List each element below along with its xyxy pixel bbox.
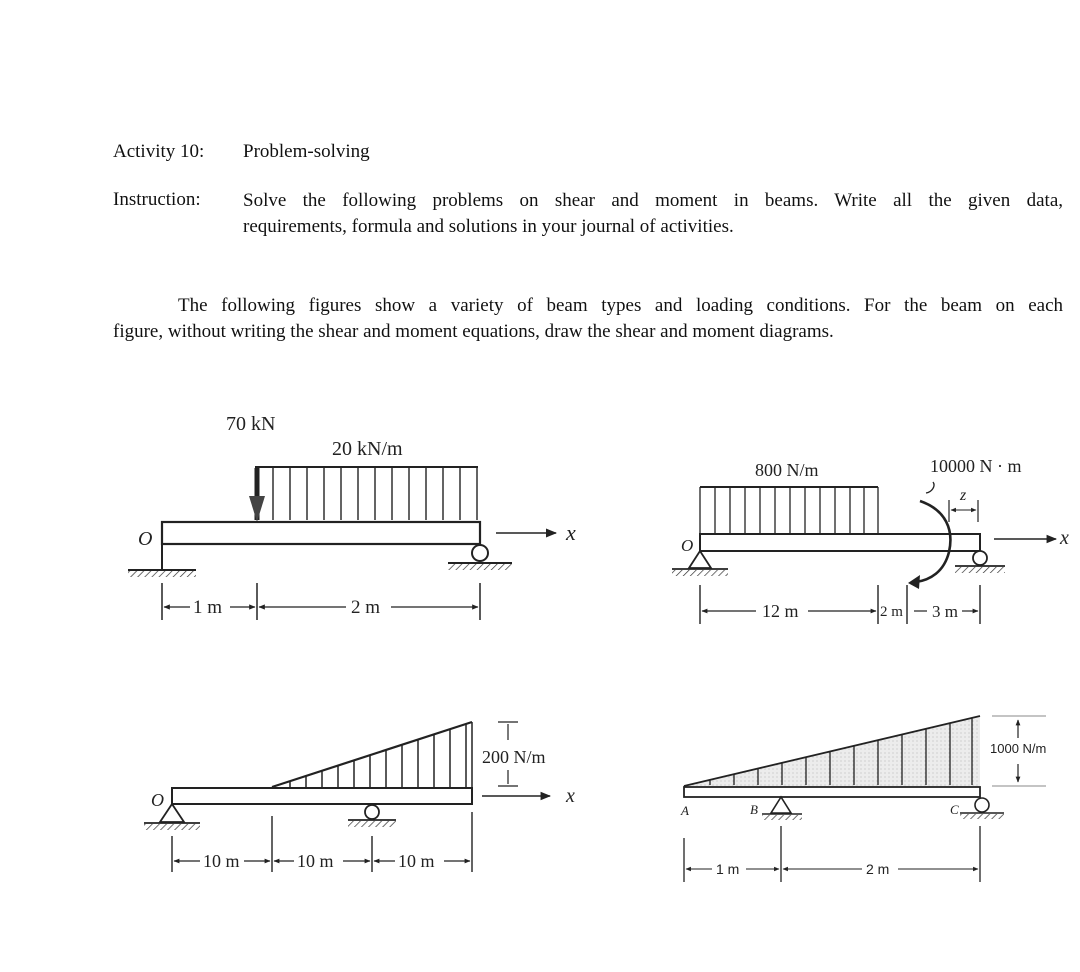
fig2-axis-label: x	[1060, 527, 1069, 549]
instruction-label: Instruction:	[113, 189, 201, 210]
fig2-z-label: z	[960, 487, 967, 504]
fig4-pin-support	[771, 797, 791, 813]
fig3-axis-label: x	[566, 785, 575, 807]
fig1-origin-label: O	[138, 528, 153, 550]
fig2-roller-support	[973, 551, 987, 565]
fig4-beam	[684, 787, 980, 797]
fig1-distributed-load-label: 20 kN/m	[332, 438, 403, 460]
fig3-max-load-label: 200 N/m	[482, 747, 546, 767]
fig2-distributed-load-label: 800 N/m	[755, 460, 819, 480]
fig4-dim-1: 1 m	[716, 861, 740, 877]
fig4-roller-support	[975, 798, 989, 812]
fig3-roller-support	[365, 805, 379, 819]
instruction-line-1: Solve the following problems on shear and moment in beams. Write all the given data,	[243, 190, 1063, 211]
activity-title: Problem-solving	[243, 141, 370, 162]
fig3-origin-label: O	[151, 790, 164, 810]
figure-4	[680, 716, 1046, 882]
activity-label: Activity 10:	[113, 141, 205, 162]
fig3-dim-1: 10 m	[203, 851, 240, 871]
intro-line-2: figure, without writing the shear and moment equations, draw the shear and moment diagrams.	[113, 321, 834, 342]
figure-1	[128, 413, 576, 620]
fig3-dim-3: 10 m	[398, 851, 435, 871]
fig1-axis-label: x	[566, 520, 576, 545]
fig2-beam	[700, 534, 980, 551]
fig1-dim-2: 2 m	[351, 597, 381, 618]
fig4-dim-2: 2 m	[866, 861, 890, 877]
fig1-roller-support	[472, 545, 488, 561]
fig2-dim-3: 3 m	[932, 602, 958, 621]
fig4-point-b: B	[750, 802, 758, 817]
figure-2	[672, 456, 1069, 624]
fig4-point-a: A	[681, 803, 689, 818]
fig1-beam	[162, 522, 480, 544]
fig2-load-arrows	[700, 487, 878, 533]
fig3-load-line	[272, 722, 472, 787]
fig2-origin-label: O	[681, 536, 694, 555]
fig2-dim-1: 12 m	[762, 601, 799, 621]
fig1-dim-1: 1 m	[193, 597, 223, 618]
fig1-load-arrows	[273, 467, 477, 520]
fig3-dim-2: 10 m	[297, 851, 334, 871]
fig3-beam	[172, 788, 472, 804]
fig1-point-load-label: 70 kN	[226, 413, 276, 435]
fig2-moment-label: 10000 N · m	[930, 456, 1022, 476]
figure-3	[144, 722, 575, 872]
fig4-max-load-label: 1000 N/m	[990, 741, 1047, 756]
intro-line-1: The following figures show a variety of beam types and loading conditions. For the beam on each	[178, 295, 1063, 316]
fig4-point-c: C	[950, 802, 959, 817]
instruction-line-2: requirements, formula and solutions in your journal of activities.	[243, 216, 734, 237]
fig2-dim-2: 2 m	[880, 604, 903, 620]
